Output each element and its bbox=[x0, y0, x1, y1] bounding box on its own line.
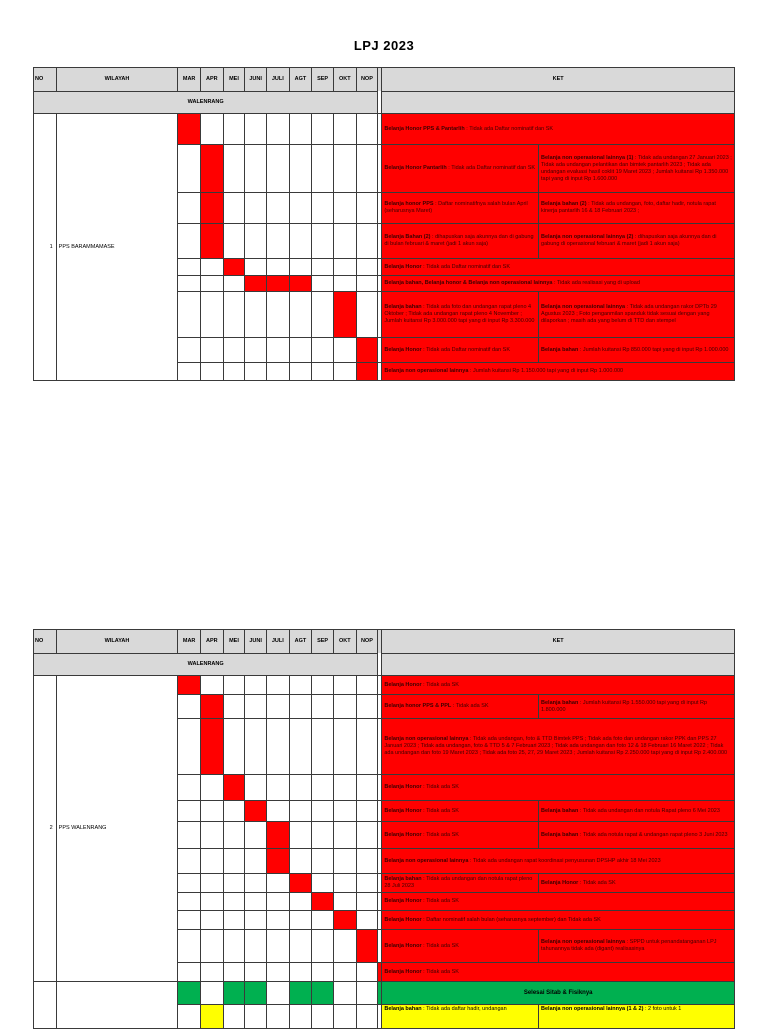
header-month: JULI bbox=[266, 630, 289, 654]
header-ket: KET bbox=[382, 630, 735, 654]
header-month: MAR bbox=[178, 630, 201, 654]
wilayah-group: WALENRANG bbox=[34, 654, 378, 676]
ket-note: Belanja bahan : Tidak ada foto dan undangan rapat pleno 4 Oktober ; Tidak ada undangan rapat pleno 4 November ; Jumlah kuitansi Rp 3.000.000 tapi yang di input Rp 3.300.000 bbox=[382, 292, 539, 338]
header-month: APR bbox=[200, 68, 223, 92]
ket-note: Belanja Honor : Tidak ada SK bbox=[382, 930, 539, 963]
wilayah-group: WALENRANG bbox=[34, 92, 378, 114]
header-month: AGT bbox=[289, 630, 312, 654]
header-month: NOP bbox=[356, 630, 378, 654]
header-month: MAR bbox=[178, 68, 201, 92]
header-month: OKT bbox=[333, 68, 356, 92]
ket-note: Belanja Honor : Tidak ada SK bbox=[382, 963, 735, 982]
page-title: LPJ 2023 bbox=[353, 38, 415, 53]
ket-note: Belanja bahan : Tidak ada notula rapat & undangan rapat pleno 3 Juni 2023 bbox=[539, 822, 735, 849]
lpj-table-baramamase bbox=[33, 67, 735, 381]
header-ket: KET bbox=[382, 68, 735, 92]
ket-note: Belanja non operasional lainnya : Jumlah kuitansi Rp 1.150.000 tapi yang di input Rp 1.000.000 bbox=[382, 363, 735, 381]
ket-note: Belanja Honor Pantarlih : Tidak ada Daftar nominatif dan SK bbox=[382, 145, 539, 193]
header-wilayah: WILAYAH bbox=[56, 68, 178, 92]
header-month: NOP bbox=[356, 68, 378, 92]
ket-note: Belanja Honor : Tidak ada Daftar nominatif dan SK bbox=[382, 338, 539, 363]
header-month: SEP bbox=[312, 630, 334, 654]
ket-note: Belanja bahan : Jumlah kuitansi Rp 850.000 tapi yang di input Rp 1.000.000 bbox=[539, 338, 735, 363]
header-month: MEI bbox=[223, 630, 245, 654]
ket-note: Belanja Honor : Tidak ada SK bbox=[382, 775, 735, 801]
ket-note: Belanja Honor : Tidak ada SK bbox=[382, 893, 735, 911]
ket-note: Belanja non operasional lainnya : Tidak ada undangan rakor DPTb 29 Agustus 2023 ; Foto penganmilan spanduk tidak sesuai dengan yang dilaporkan ; masih ada yang belum di TTD dan stempel bbox=[539, 292, 735, 338]
header-no: NO bbox=[34, 68, 57, 92]
ket-note: Belanja honor PPS : Daftar nominatifnya salah bulan April (seharusnya Maret) bbox=[382, 193, 539, 224]
header-month: OKT bbox=[333, 630, 356, 654]
header-month: MEI bbox=[223, 68, 245, 92]
row-number: 2 bbox=[34, 676, 57, 982]
ket-note: Belanja Honor : Tidak ada SK bbox=[539, 874, 735, 893]
ket-note: Belanja non operasional lainnya (1 & 2) : 2 foto untuk 1 bbox=[539, 1005, 735, 1029]
ket-note: Belanja non operasional lainnya : SPPD untuk penandatanganan LPJ tahunannya tidak ada (digant) realisasinya bbox=[539, 930, 735, 963]
row-number: 1 bbox=[34, 114, 57, 381]
ket-note: Belanja Honor : Tidak ada Daftar nominatif dan SK bbox=[382, 259, 735, 276]
ket-note: Belanja Honor PPS & Pantarlih : Tidak ada Daftar nominatif dan SK bbox=[382, 114, 735, 145]
header-month: JUNI bbox=[245, 630, 267, 654]
header-month: JULI bbox=[266, 68, 289, 92]
ket-note: Belanja non operasional lainnya : Tidak ada undangan, foto & TTD Bimtek PPS ; Tidak ada foto dan undangan rakor PPK dan PPS 27 Januari 2023 ; Tidak ada undangan, foto & TTD 5 & 7 Februari 2023 ; Tidak ada undangan dan foto 12 & 18 Februari 16 Maret 2022 ; Tidak ada undangan dan foto 19 Maret 2023 ; Tidak ada foto 25, 27, 29 Maret 2023 ; Jumlah kuitansi Rp 2.250.000 tapi yang di input Rp 2.400.000 bbox=[382, 719, 735, 775]
ket-note: Belanja bahan : Jumlah kuitansi Rp 1.550.000 tapi yang di input Rp 1.800.000 bbox=[539, 695, 735, 719]
header-month: JUNI bbox=[245, 68, 267, 92]
header-month: SEP bbox=[312, 68, 334, 92]
header-month: AGT bbox=[289, 68, 312, 92]
ket-note: Belanja non operasional lainnya : Tidak ada undangan rapat koordinasi penyusunan DPSHP akhir 18 Mei 2023 bbox=[382, 849, 735, 874]
status-complete: Selesai Sitab & Fisiknya bbox=[382, 982, 735, 1005]
header-month: APR bbox=[200, 630, 223, 654]
ket-note: Belanja honor PPS & PPL : Tidak ada SK bbox=[382, 695, 539, 719]
ket-note: Belanja bahan : Tidak ada undangan dan notula Rapat pleno 6 Mei 2023 bbox=[539, 801, 735, 822]
ket-note: Belanja Bahan (2) : dihapuskan saja akunnya dan di gabung di bulan februari & maret (jadi 1 akun saja) bbox=[382, 224, 539, 259]
header-wilayah: WILAYAH bbox=[56, 630, 178, 654]
ket-note: Belanja Honor : Tidak ada SK bbox=[382, 676, 735, 695]
ket-note: Belanja non operasional lainnya (2) : dihapuskan saja akunnya dan di gabung di operasional februari & maret (jadi 1 akun saja) bbox=[539, 224, 735, 259]
ket-note: Belanja Honor : Tidak ada SK bbox=[382, 801, 539, 822]
ket-note: Belanja bahan (2) : Tidak ada undangan, foto, daftar hadir, notula rapat kinerja pantarlih 16 & 18 Februari 2023 ; bbox=[539, 193, 735, 224]
ket-note: Belanja Honor : Daftar nominatif salah bulan (seharusnya september) dan Tidak ada SK bbox=[382, 911, 735, 930]
ket-note: Belanja bahan : Tidak ada undangan dan notula rapat pleno 28 Juli 2023 bbox=[382, 874, 539, 893]
wilayah-name: PPS BARAMMAMASE bbox=[56, 114, 178, 381]
lpj-table-walenrang bbox=[33, 629, 735, 1029]
ket-note: Belanja non operasional lainnya (1) : Tidak ada undangan 27 Januari 2023 ; Tidak ada undangan pelantikan dan bimtek pantarlih 2023 ; Tidak ada undangan evaluasi hasil coklit 19 Maret 2023 ; Jumlah kuitansi Rp 1.350.000 tapi yang di input Rp 1.600.000 bbox=[539, 145, 735, 193]
ket-note: Belanja Honor : Tidak ada SK bbox=[382, 822, 539, 849]
ket-note: Belanja bahan : Tidak ada daftar hadir, undangan bbox=[382, 1005, 539, 1029]
wilayah-name: PPS WALENRANG bbox=[56, 676, 178, 982]
header-no: NO bbox=[34, 630, 57, 654]
ket-note: Belanja bahan, Belanja honor & Belanja non operasional lainnya : Tidak ada realisasi yang di upload bbox=[382, 276, 735, 292]
